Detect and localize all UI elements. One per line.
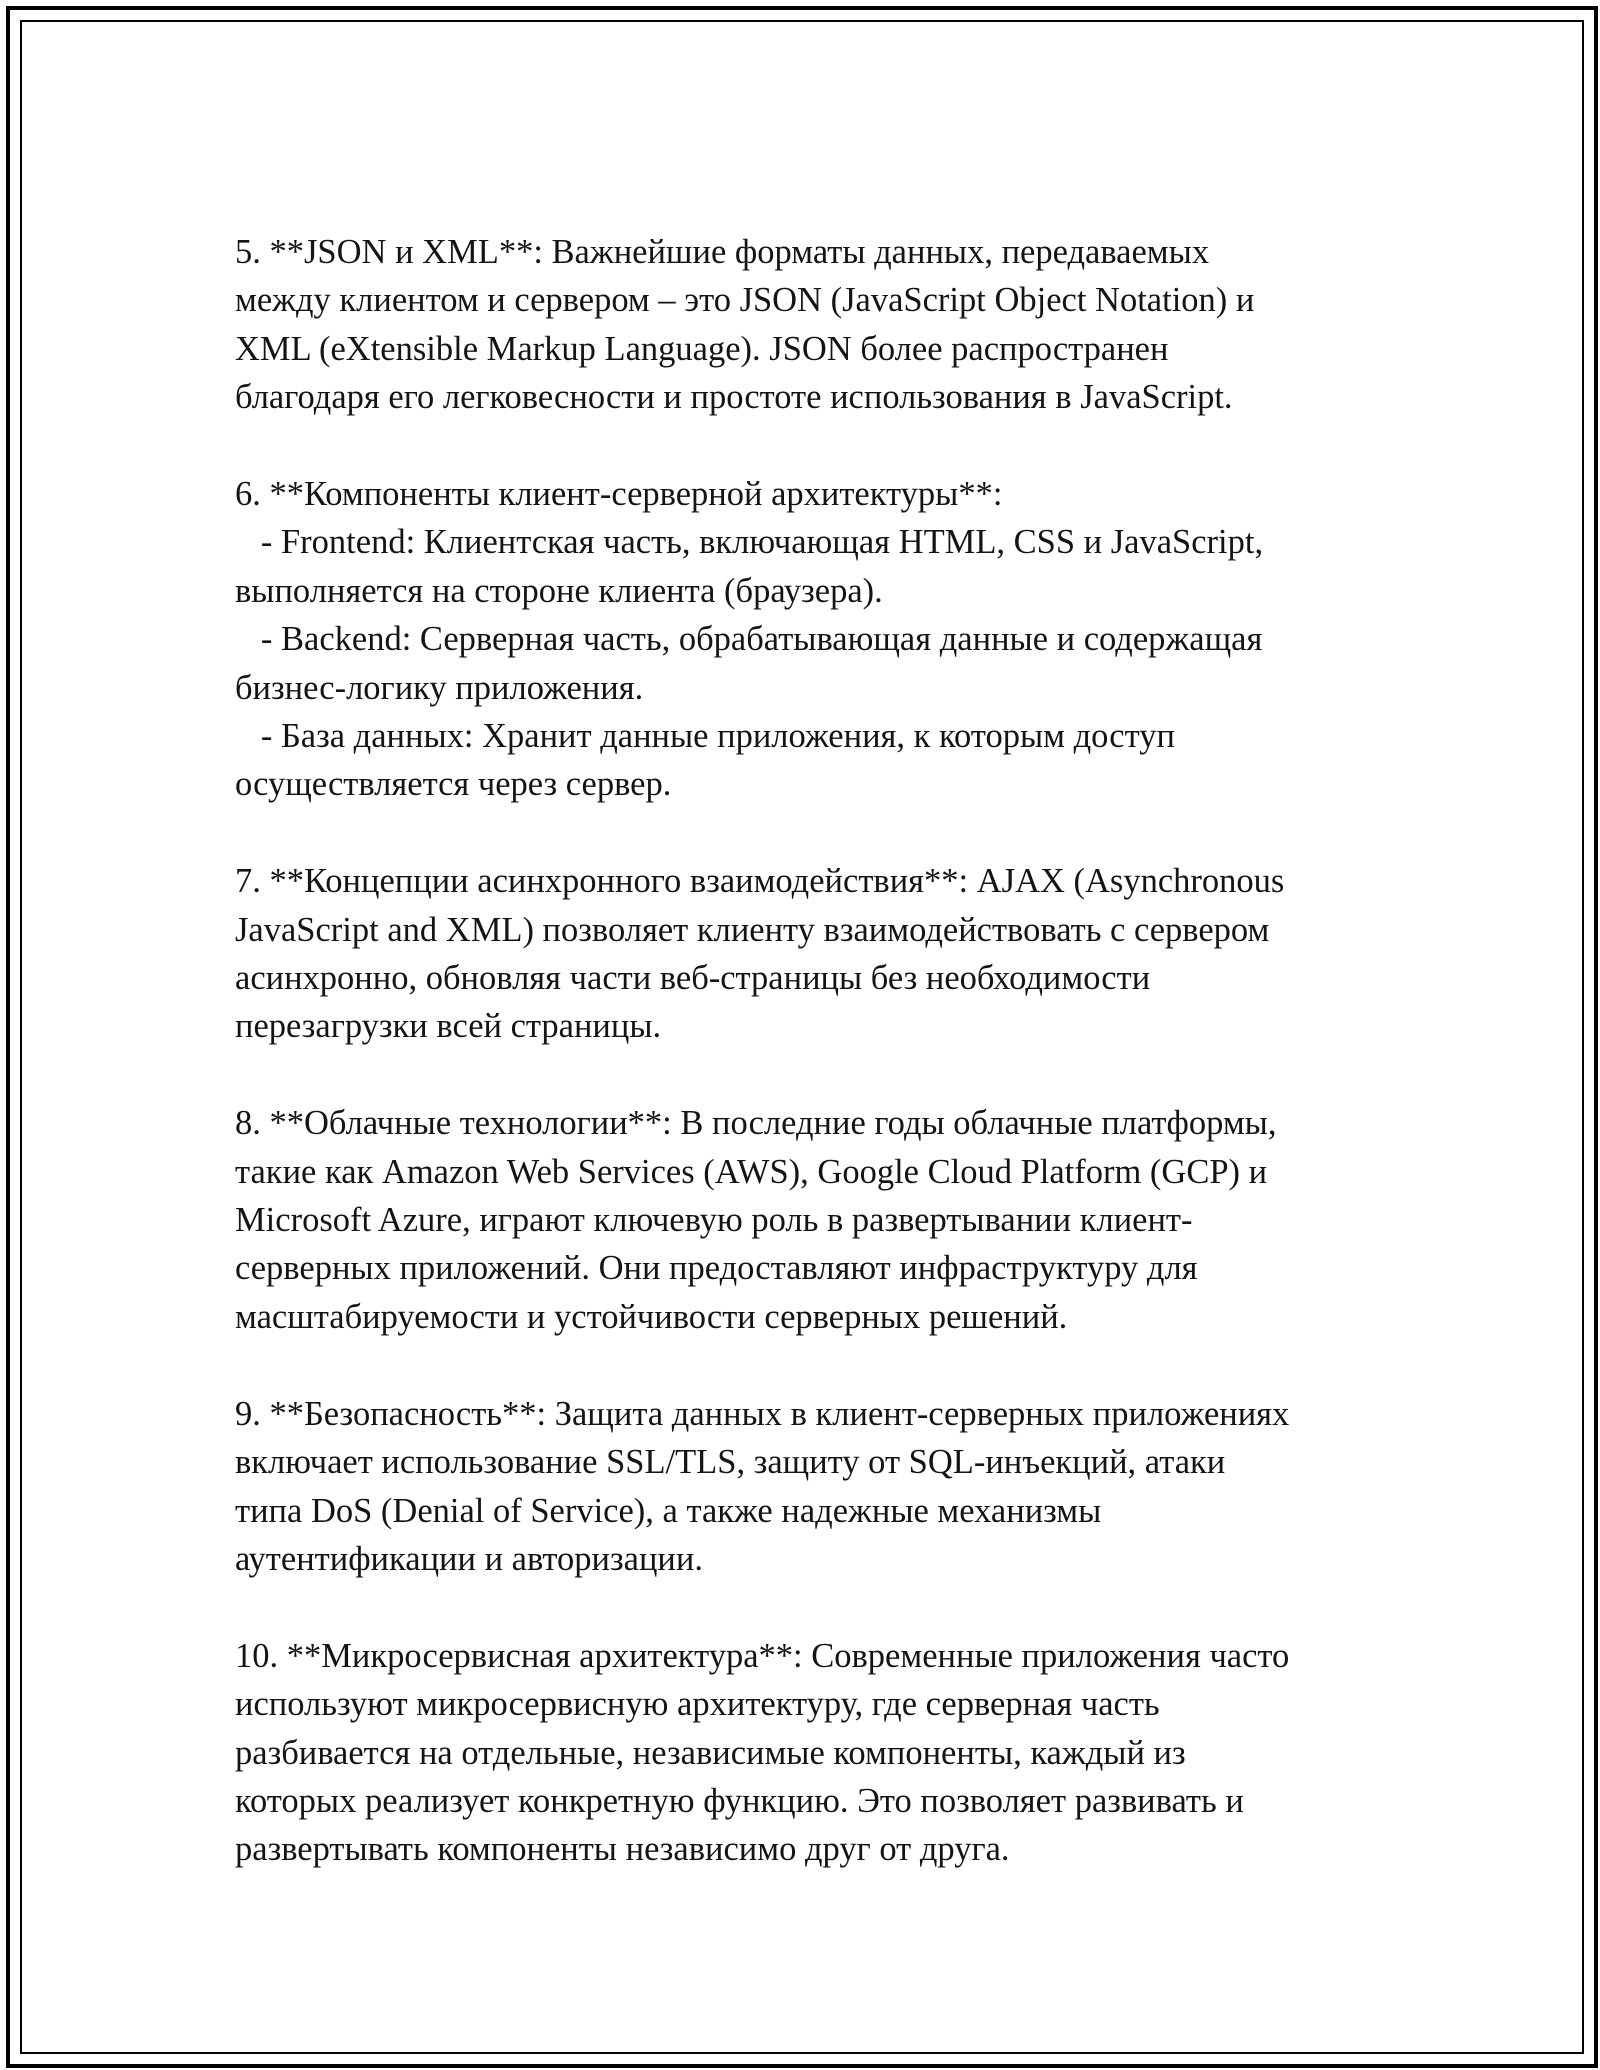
section-json-xml <box>235 228 1400 422</box>
text-line: 8. **Облачные технологии**: В последние годы облачные платформы, <box>235 1104 1277 1143</box>
text-line: благодаря его легковесности и простоте использования в JavaScript. <box>235 378 1233 417</box>
text-line: развертывать компоненты независимо друг от друга. <box>235 1830 1010 1869</box>
text-line: аутентификации и авторизации. <box>235 1539 703 1578</box>
text-line: - База данных: Хранит данные приложения, к которым доступ <box>235 717 1175 756</box>
text-line: Microsoft Azure, играют ключевую роль в развертывании клиент- <box>235 1201 1193 1240</box>
text-line: осуществляется через сервер. <box>235 765 672 804</box>
text-line: такие как Amazon Web Services (AWS), Google Cloud Platform (GCP) и <box>235 1152 1268 1191</box>
text-line: серверных приложений. Они предоставляют инфраструктуру для <box>235 1249 1198 1288</box>
section-async-interaction <box>235 857 1400 1051</box>
text-line: 9. **Безопасность**: Защита данных в клиент-серверных приложениях <box>235 1394 1290 1433</box>
section-microservices <box>235 1632 1400 1874</box>
text-line: используют микросервисную архитектуру, где серверная часть <box>235 1685 1160 1724</box>
section-security <box>235 1390 1400 1584</box>
text-line: JavaScript and XML) позволяет клиенту взаимодействовать с сервером <box>235 910 1270 949</box>
text-line: между клиентом и сервером – это JSON (JavaScript Object Notation) и <box>235 281 1255 320</box>
text-line: 10. **Микросервисная архитектура**: Современные приложения часто <box>235 1636 1290 1675</box>
text-line: перезагрузки всей страницы. <box>235 1007 662 1046</box>
text-line: масштабируемости и устойчивости серверных решений. <box>235 1297 1068 1336</box>
text-line: включает использование SSL/TLS, защиту от SQL-инъекций, атаки <box>235 1443 1226 1482</box>
text-line: 6. **Компоненты клиент-серверной архитектуры**: <box>235 475 1003 514</box>
text-line: разбивается на отдельные, независимые компоненты, каждый из <box>235 1733 1186 1772</box>
text-line: выполняется на стороне клиента (браузера). <box>235 571 883 610</box>
section-architecture-components <box>235 470 1400 809</box>
text-line: - Backend: Серверная часть, обрабатывающая данные и содержащая <box>235 620 1263 659</box>
text-line: бизнес-логику приложения. <box>235 668 644 707</box>
text-line: - Frontend: Клиентская часть, включающая HTML, CSS и JavaScript, <box>235 523 1264 562</box>
section-cloud-technologies <box>235 1099 1400 1341</box>
text-line: асинхронно, обновляя части веб-страницы без необходимости <box>235 959 1151 998</box>
text-line: типа DoS (Denial of Service), а также надежные механизмы <box>235 1491 1102 1530</box>
document-body <box>235 228 1400 1922</box>
text-line: 5. **JSON и XML**: Важнейшие форматы данных, передаваемых <box>235 233 1210 271</box>
text-line: которых реализует конкретную функцию. Это позволяет развивать и <box>235 1781 1244 1820</box>
text-line: XML (eXtensible Markup Language). JSON более распространен <box>235 329 1169 368</box>
text-line: 7. **Концепции асинхронного взаимодействия**: AJAX (Asynchronous <box>235 862 1285 901</box>
